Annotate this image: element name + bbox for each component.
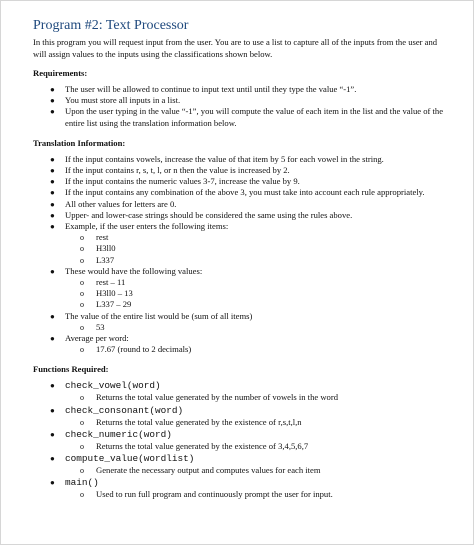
circle-bullet-icon: o [80, 233, 84, 243]
circle-bullet-icon: o [80, 345, 84, 355]
sub-list-item: o 53 [80, 321, 105, 332]
intro-paragraph: In this program you will request input from the user. You are to use a list to capture all of the inputs from the user and will assign values to the inputs using the classifications shown below. [33, 37, 438, 59]
circle-bullet-icon: o [80, 490, 84, 500]
sub-list-item: o Generate the necessary output and computes values for each item [80, 465, 321, 476]
functions-list [33, 380, 447, 500]
function-name: check_numeric(word) [65, 428, 172, 440]
total-list [65, 322, 447, 333]
function-desc-list [65, 417, 447, 428]
bullet-icon: ● [50, 177, 55, 187]
function-name: check_consonant(word) [65, 404, 184, 416]
circle-bullet-icon: o [80, 393, 84, 403]
function-item [33, 453, 447, 476]
list-item: ● Upper- and lower-case strings should be considered the same using the rules above. [50, 209, 353, 220]
sub-list-item: o Returns the total value generated by the existence of r,s,t,l,n [80, 416, 302, 427]
bullet-icon: ● [50, 154, 55, 164]
function-desc-list [65, 392, 447, 403]
functions-heading: Functions Required: [33, 364, 109, 375]
bullet-icon: ● [50, 334, 55, 344]
list-item: ● Upon the user typing in the value “-1”, you will compute the value of each item in the list and the value of the entire list using the translation information below. [50, 106, 444, 128]
bullet-icon: ● [50, 96, 55, 106]
bullet-icon: ● [50, 107, 55, 117]
list-item: ● These would have the following values: o rest – 11 o H3ll0 – 13 o L337 – 29 [33, 266, 447, 311]
bullet-icon: ● [50, 381, 55, 391]
function-item [33, 405, 447, 428]
list-item: ● You must store all inputs in a list. [50, 95, 181, 106]
example-items-list [65, 232, 447, 266]
bullet-icon: ● [50, 311, 55, 321]
list-item: ● If the input contains any combination of the above 3, you must take into account each rule appropriately. [50, 187, 425, 198]
function-desc-list [65, 489, 447, 500]
translation-list [33, 154, 447, 356]
circle-bullet-icon: o [80, 417, 84, 427]
circle-bullet-icon: o [80, 322, 84, 332]
function-name: main() [65, 477, 99, 489]
function-name: check_vowel(word) [65, 380, 161, 392]
function-desc-list [65, 465, 447, 476]
bullet-icon: ● [50, 222, 55, 232]
average-list [65, 344, 447, 355]
circle-bullet-icon: o [80, 466, 84, 476]
circle-bullet-icon: o [80, 441, 84, 451]
sub-list-item: o L337 – 29 [80, 299, 132, 310]
bullet-icon: ● [50, 405, 55, 415]
circle-bullet-icon: o [80, 300, 84, 310]
bullet-icon: ● [50, 85, 55, 94]
sub-list-item: o Returns the total value generated by the existence of 3,4,5,6,7 [80, 440, 309, 451]
values-list [65, 277, 447, 311]
sub-list-item: o L337 [80, 254, 115, 265]
sub-list-item: o 17.67 (round to 2 decimals) [80, 344, 192, 355]
circle-bullet-icon: o [80, 244, 84, 254]
sub-list-item: o rest [80, 232, 109, 243]
sub-list-item: o rest – 11 [80, 277, 126, 288]
function-name: compute_value(wordlist) [65, 453, 195, 465]
bullet-icon: ● [50, 478, 55, 488]
list-item: ● If the input contains r, s, t, l, or n then the value is increased by 2. [50, 165, 290, 176]
requirements-heading: Requirements: [33, 68, 88, 78]
bullet-icon: ● [50, 266, 55, 276]
list-item: ● Example, if the user enters the following items: o rest o H3ll0 o L337 [33, 221, 447, 266]
bullet-icon: ● [50, 429, 55, 439]
translation-heading: Translation Information: [33, 137, 126, 148]
circle-bullet-icon: o [80, 278, 84, 288]
circle-bullet-icon: o [80, 255, 84, 265]
list-item: ● If the input contains the numeric values 3-7, increase the value by 9. [50, 176, 300, 187]
bullet-icon: ● [50, 199, 55, 209]
list-item: ● All other values for letters are 0. [50, 198, 177, 209]
bullet-icon: ● [50, 210, 55, 220]
circle-bullet-icon: o [80, 289, 84, 299]
sub-list-item: o Used to run full program and continuously prompt the user for input. [80, 489, 333, 500]
sub-list-item: o Returns the total value generated by the number of vowels in the word [80, 392, 338, 403]
function-item [33, 380, 447, 403]
bullet-icon: ● [50, 454, 55, 464]
bullet-icon: ● [50, 188, 55, 198]
list-item: ● Average per word: o 17.67 (round to 2 decimals) [33, 333, 447, 355]
document-title: Program #2: Text Processor [33, 18, 189, 33]
bullet-icon: ● [50, 166, 55, 176]
list-item: ● The user will be allowed to continue to input text until until they type the value “-1”. [50, 84, 357, 94]
list-item: ● The value of the entire list would be (sum of all items) o 53 [33, 311, 447, 333]
function-desc-list [65, 441, 447, 452]
requirements-list [33, 84, 447, 129]
sub-list-item: o H3ll0 – 13 [80, 288, 133, 299]
list-item: ● If the input contains vowels, increase the value of that item by 5 for each vowel in the string. [50, 153, 384, 164]
function-item [33, 477, 447, 500]
function-item [33, 429, 447, 452]
sub-list-item: o H3ll0 [80, 243, 116, 254]
